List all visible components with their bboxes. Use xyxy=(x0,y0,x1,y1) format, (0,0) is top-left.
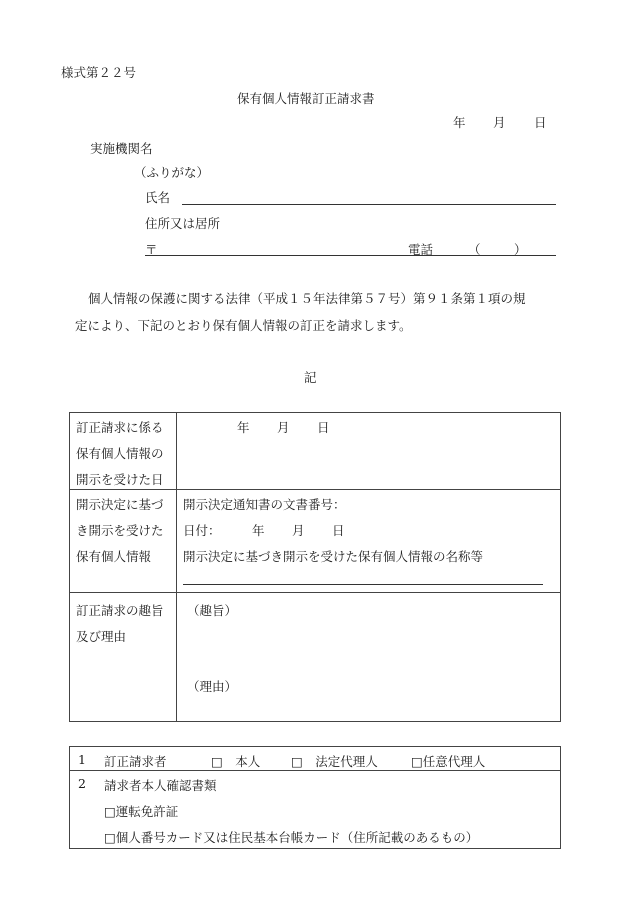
row1-date-day: 日 xyxy=(317,420,330,435)
requester-info-table xyxy=(69,746,561,849)
row1-label-line-2: 保有個人情報の xyxy=(76,446,164,461)
row1-label-line-3: 開示を受けた日 xyxy=(76,472,164,487)
phone-paren-open: （ xyxy=(468,242,481,257)
date-year: 年 xyxy=(453,115,466,130)
row2-name-label: 開示決定に基づき開示を受けた保有個人情報の名称等 xyxy=(183,549,484,564)
name-field-line[interactable] xyxy=(182,204,556,205)
furigana-label: （ふりがな） xyxy=(134,165,210,180)
row2-value-cell[interactable] xyxy=(177,490,561,593)
name-label: 氏名 xyxy=(145,190,171,205)
row1-date-month: 月 xyxy=(277,420,290,435)
row3-label-line-1: 訂正請求の趣旨 xyxy=(76,603,164,618)
ki-heading: 記 xyxy=(304,370,317,385)
row3-label-cell xyxy=(70,593,177,722)
date-month: 月 xyxy=(493,115,506,130)
row2-label-line-1: 開示決定に基づ xyxy=(76,497,164,512)
address-label: 住所又は居所 xyxy=(145,216,221,231)
row2-label-cell xyxy=(70,490,177,593)
row1-date-year: 年 xyxy=(237,420,250,435)
address-field-line[interactable] xyxy=(145,255,556,256)
body-text-line-1: 個人情報の保護に関する法律（平成１５年法律第５７号）第９１条第１項の規 xyxy=(88,291,526,306)
table-row xyxy=(70,490,561,593)
row1-value-cell[interactable] xyxy=(177,413,561,490)
item2-cell xyxy=(70,771,561,849)
reason-label: （理由） xyxy=(187,679,238,694)
table-row xyxy=(70,771,561,849)
date-day: 日 xyxy=(534,115,547,130)
phone-paren-close: ） xyxy=(514,242,527,257)
row1-label-cell xyxy=(70,413,177,490)
checkbox-voluntary-agent[interactable]: □任意代理人 xyxy=(411,754,486,769)
doc-number-label: 開示決定通知書の文書番号： xyxy=(183,497,346,512)
row2-date-day: 日 xyxy=(332,523,345,538)
row2-date-label: 日付： xyxy=(183,523,221,538)
item1-number: 1 xyxy=(78,752,86,767)
row2-date-year: 年 xyxy=(252,523,265,538)
row2-label-line-3: 保有個人情報 xyxy=(76,549,152,564)
purpose-label: （趣旨） xyxy=(187,603,238,618)
table-row xyxy=(70,413,561,490)
row3-label-line-2: 及び理由 xyxy=(76,629,127,644)
request-table xyxy=(69,412,561,722)
page-title: 保有個人情報訂正請求書 xyxy=(237,91,375,106)
table-row xyxy=(70,747,561,771)
checkbox-legal-agent[interactable]: □ 法定代理人 xyxy=(291,754,378,769)
agency-label: 実施機関名 xyxy=(90,141,153,156)
body-text-line-2: 定により、下記のとおり保有個人情報の訂正を請求します。 xyxy=(75,318,412,333)
row2-label-line-2: き開示を受けた xyxy=(76,523,164,538)
table-row xyxy=(70,593,561,722)
row3-value-cell[interactable] xyxy=(177,593,561,722)
checkbox-self[interactable]: □ 本人 xyxy=(211,754,261,769)
item1-label: 訂正請求者 xyxy=(104,754,167,769)
row2-name-line xyxy=(183,584,543,585)
row2-date-month: 月 xyxy=(292,523,305,538)
row1-label-line-1: 訂正請求に係る xyxy=(76,420,164,435)
item2-label: 請求者本人確認書類 xyxy=(104,778,217,793)
form-number: 様式第２２号 xyxy=(61,65,137,80)
item2-number: 2 xyxy=(78,776,86,791)
postal-mark: 〒 xyxy=(145,242,158,257)
checkbox-drivers-license[interactable]: □運転免許証 xyxy=(104,804,179,819)
phone-label: 電話 xyxy=(408,242,434,257)
checkbox-my-number-card[interactable]: □個人番号カード又は住民基本台帳カード（住所記載のあるもの） xyxy=(104,830,479,845)
item1-cell xyxy=(70,747,561,771)
